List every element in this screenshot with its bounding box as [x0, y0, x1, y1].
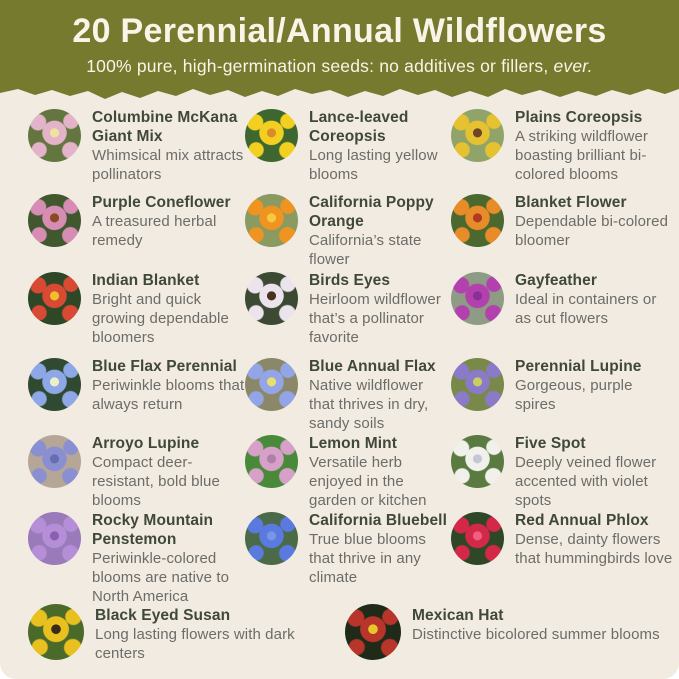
flower-entry [451, 355, 673, 432]
flower-photo [451, 435, 504, 488]
flower-photo [451, 109, 504, 162]
flower-photo [245, 512, 298, 565]
flower-photo [245, 109, 298, 162]
flower-photo [451, 272, 504, 325]
flower-entry [28, 432, 245, 509]
flower-name: Arroyo Lupine [92, 435, 200, 452]
flower-name: Columbine McKana Giant Mix [92, 109, 238, 145]
flower-name: Lemon Mint [309, 435, 397, 452]
flower-photo [245, 194, 298, 247]
flower-name: Blanket Flower [515, 194, 627, 211]
header-subtitle-main: 100% pure, high-germination seeds: no additives or fillers, [86, 56, 554, 77]
flower-entry [245, 269, 451, 355]
flower-entry [345, 604, 665, 663]
flower-name: California Bluebell [309, 512, 447, 529]
flower-description: Long lasting flowers with dark centers [95, 626, 295, 662]
flower-text-block [309, 432, 451, 510]
flower-text-block [92, 432, 245, 510]
flower-text-block [515, 106, 673, 184]
flower-name: Plains Coreopsis [515, 109, 643, 126]
flower-photo [28, 435, 81, 488]
flower-name: Gayfeather [515, 272, 597, 289]
flower-entry [245, 191, 451, 269]
flower-description: Ideal in containers or as cut flowers [515, 291, 657, 327]
flower-entry [451, 191, 673, 269]
flower-entry [245, 355, 451, 432]
flower-description: Bright and quick growing dependable bloomers [92, 291, 229, 346]
flower-description: Distinctive bicolored summer blooms [412, 626, 660, 643]
flower-entry [28, 269, 245, 355]
flower-text-block [92, 269, 245, 347]
flower-name: Perennial Lupine [515, 358, 642, 375]
flower-entry [28, 604, 345, 663]
flower-entry [245, 509, 451, 603]
torn-paper-edge-graphic [0, 85, 679, 101]
flower-name: Birds Eyes [309, 272, 391, 289]
flower-text-block [412, 604, 660, 644]
flower-photo [28, 604, 84, 660]
flower-photo [28, 358, 81, 411]
flower-description: A treasured herbal remedy [92, 213, 217, 249]
flower-photo [245, 272, 298, 325]
flower-text-block [515, 432, 673, 510]
flower-name: Blue Flax Perennial [92, 358, 237, 375]
flower-description: Dependable bi-colored bloomer [515, 213, 669, 249]
flower-description: Long lasting yellow blooms [309, 147, 438, 183]
flower-description: Native wildflower that thrives in dry, sandy soils [309, 377, 429, 432]
flower-grid-last-row [0, 604, 679, 663]
flower-entry [245, 106, 451, 191]
flower-name: Lance-leaved Coreopsis [309, 109, 409, 145]
flower-text-block [92, 191, 245, 250]
flower-name: Rocky Mountain Penstemon [92, 512, 214, 548]
flower-text-block [515, 269, 673, 328]
header-title: 20 Perennial/Annual Wildflowers [72, 12, 607, 50]
flower-entry [451, 432, 673, 509]
header-banner [0, 0, 679, 86]
flower-name: California Poppy Orange [309, 194, 434, 230]
flower-description: Compact deer-resistant, bold blue blooms [92, 454, 220, 509]
flower-name: Five Spot [515, 435, 586, 452]
flower-text-block [92, 509, 245, 606]
flower-text-block [92, 355, 245, 414]
flower-text-block [515, 355, 673, 414]
flower-photo [245, 435, 298, 488]
flower-text-block [95, 604, 345, 663]
flower-entry [451, 106, 673, 191]
flower-entry [245, 432, 451, 509]
flower-description: A striking wildflower boasting brilliant bi-colored blooms [515, 128, 648, 183]
flower-entry [28, 106, 245, 191]
flower-description: Dense, dainty flowers that hummingbirds love [515, 531, 673, 567]
flower-photo [451, 512, 504, 565]
flower-photo [28, 194, 81, 247]
flower-name: Blue Annual Flax [309, 358, 436, 375]
flower-entry [28, 355, 245, 432]
flower-text-block [309, 269, 451, 347]
flower-photo [28, 109, 81, 162]
flower-description: Deeply veined flower accented with violet spots [515, 454, 657, 509]
flower-entry [451, 509, 673, 603]
flower-description: Whimsical mix attracts pollinators [92, 147, 244, 183]
flower-name: Purple Coneflower [92, 194, 231, 211]
flower-grid [0, 101, 679, 603]
flower-text-block [309, 106, 451, 184]
header-subtitle [0, 56, 679, 77]
flower-photo [451, 194, 504, 247]
flower-name: Black Eyed Susan [95, 607, 231, 624]
flower-description: Heirloom wildflower that’s a pollinator favorite [309, 291, 441, 346]
flower-photo [245, 358, 298, 411]
flower-text-block [309, 355, 451, 433]
flower-entry [28, 191, 245, 269]
flower-name: Mexican Hat [412, 607, 504, 624]
flower-text-block [515, 509, 673, 568]
flower-description: Gorgeous, purple spires [515, 377, 633, 413]
flower-description: Periwinkle blooms that always return [92, 377, 245, 413]
flower-description: True blue blooms that thrive in any climate [309, 531, 426, 586]
flower-photo [451, 358, 504, 411]
flower-name: Red Annual Phlox [515, 512, 649, 529]
flower-name: Indian Blanket [92, 272, 200, 289]
flower-text-block [515, 191, 673, 250]
flower-description: Versatile herb enjoyed in the garden or kitchen [309, 454, 427, 509]
flower-photo [345, 604, 401, 660]
flower-text-block [309, 509, 451, 587]
flower-photo [28, 512, 81, 565]
flower-description: Periwinkle-colored blooms are native to North America [92, 550, 230, 605]
flower-photo [28, 272, 81, 325]
flower-text-block [309, 191, 451, 269]
header-subtitle-emphasis: ever. [553, 56, 593, 77]
flower-text-block [92, 106, 245, 184]
flower-description: California’s state flower [309, 232, 422, 268]
flower-entry [451, 269, 673, 355]
flower-entry [28, 509, 245, 603]
